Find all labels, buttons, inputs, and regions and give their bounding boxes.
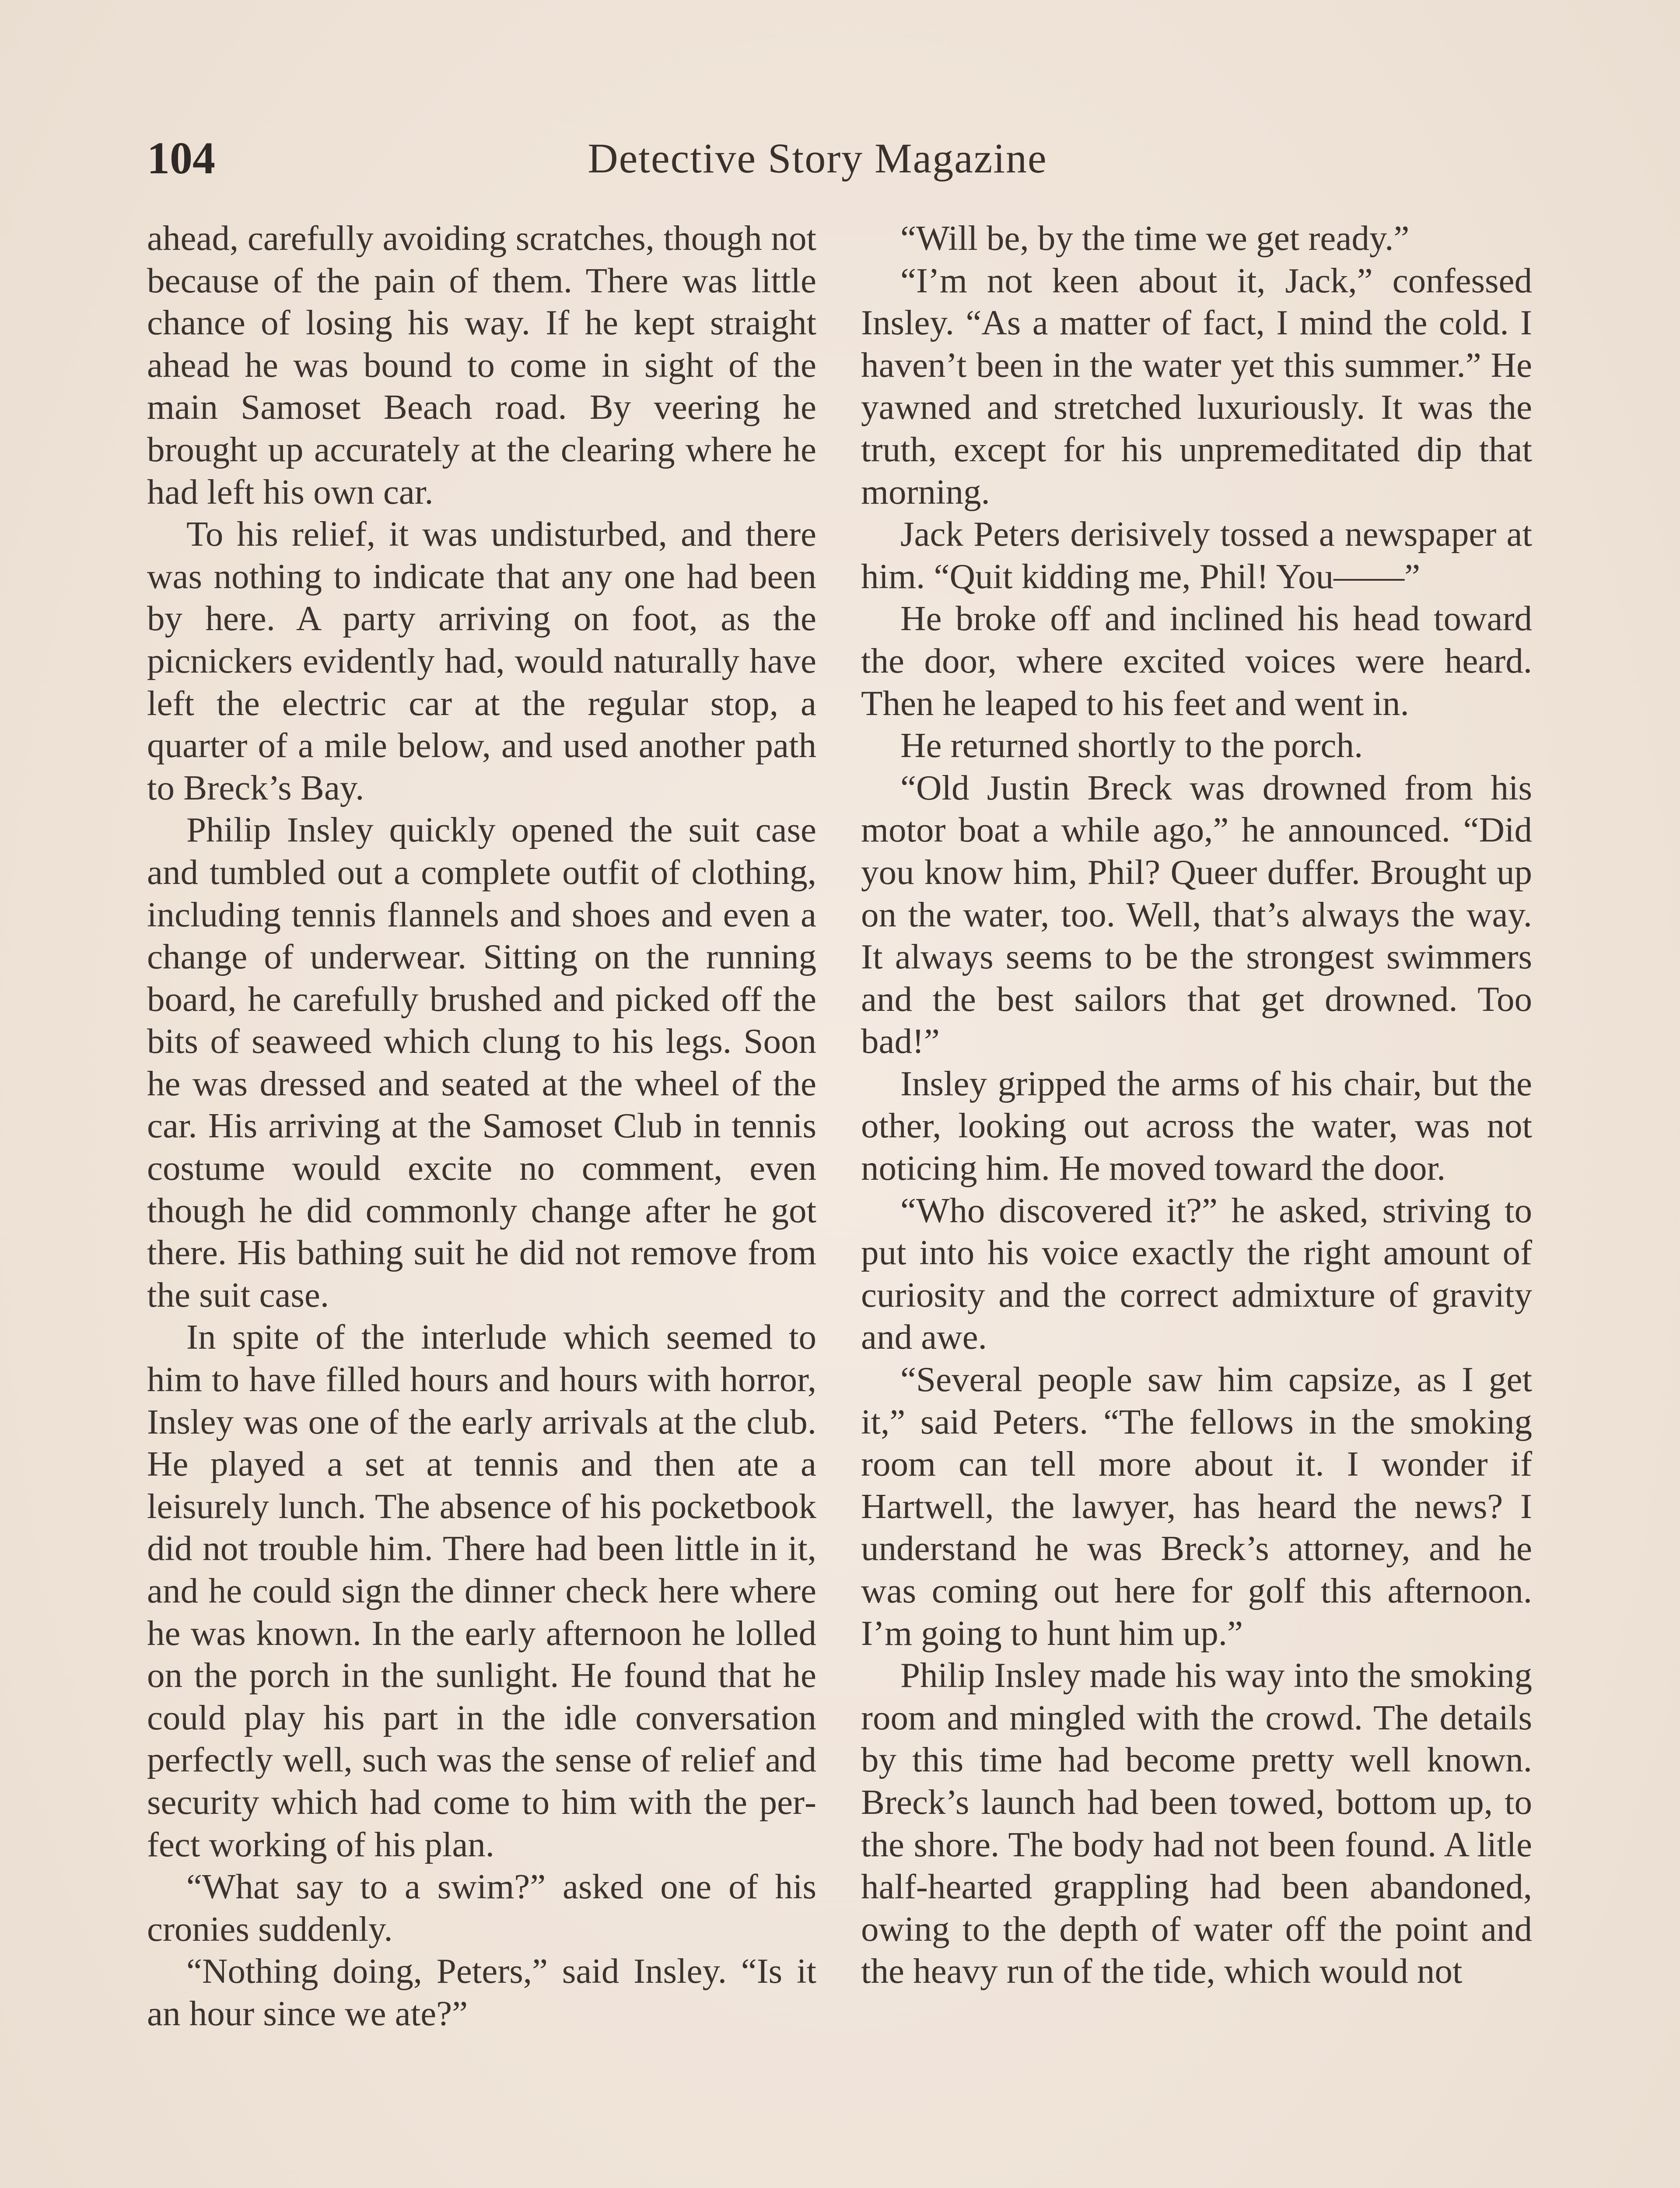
page-number: 104	[147, 133, 215, 183]
paragraph: To his relief, it was undisturbed, and there was nothing to indicate that any one had been by here. A party arriving on foot, as the picnickers evidently had, would naturally have left the electric car at the regular stop, a quarter of a mile below, and used another path to Breck’s Bay.	[147, 514, 816, 807]
paragraph: Insley gripped the arms of his chair, but the other, looking out across the water, was not noticing him. He moved toward the door.	[861, 1063, 1532, 1188]
paragraph: In spite of the interlude which seemed to him to have filled hours and hours with horror, Insley was one of the early arrivals at the club. He played a set at tennis and then ate a leisurely lunch. The absence of his pocketbook did not trouble him. There had been little in it, and he could sign the dinner check here where he was known. In the early afternoon he lolled on the porch in the sunlight. He found that he could play his part in the idle conversation perfectly well, such was the sense of relief and security which had come to him with the perfect working of his plan.	[147, 1317, 816, 1864]
right-column	[861, 217, 1532, 1992]
paragraph: “Old Justin Breck was drowned from his motor boat a while ago,” he announced. “Did you know him, Phil? Queer duffer. Brought up on the water, too. Well, that’s always the way. It always seems to be the strongest swimmers and the best sailors that get drowned. Too bad!”	[861, 768, 1532, 1061]
paragraph: “Who discovered it?” he asked, striving to put into his voice exactly the right amount of curiosity and the correct admixture of gravity and awe.	[861, 1190, 1532, 1357]
paragraph: “What say to a swim?” asked one of his cronies suddenly.	[147, 1867, 816, 1949]
paragraph: “Nothing doing, Peters,” said Insley. “Is it an hour since we ate?”	[147, 1951, 816, 2033]
paragraph: Philip Insley made his way into the smoking room and mingled with the crowd. The details by this time had become pretty well known. Breck’s launch had been towed, bottom up, to the shore. The body had not been found. A litle half-hearted grappling had been abandoned, owing to the depth of water off the point and the heavy run of the tide, which would not	[861, 1655, 1532, 1991]
page-header	[147, 128, 1418, 189]
paragraph: Jack Peters derisively tossed a newspaper at him. “Quit kidding me, Phil! You——”	[861, 514, 1532, 596]
left-column	[147, 217, 816, 2035]
paragraph: “I’m not keen about it, Jack,” confessed Insley. “As a matter of fact, I mind the cold. I haven’t been in the water yet this summer.” He yawned and stretched luxuriously. It was the truth, except for his unpremeditated dip that morning.	[861, 260, 1532, 512]
paragraph: He broke off and inclined his head toward the door, where excited voices were heard. Then he leaped to his feet and went in.	[861, 599, 1532, 723]
paragraph: ahead, carefully avoiding scratches, though not because of the pain of them. There was little chance of losing his way. If he kept straight ahead he was bound to come in sight of the main Samoset Beach road. By veering he brought up accurately at the clearing where he had left his own car.	[147, 218, 816, 512]
paragraph: He returned shortly to the porch.	[900, 726, 1363, 765]
paragraph: “Several people saw him capsize, as I get it,” said Peters. “The fellows in the smoking room can tell more about it. I wonder if Hartwell, the lawyer, has heard the news? I understand he was Breck’s attorney, and he was coming out here for golf this afternoon. I’m going to hunt him up.”	[861, 1360, 1532, 1653]
paragraph: “Will be, by the time we get ready.”	[900, 218, 1410, 258]
running-title: Detective Story Magazine	[588, 135, 1047, 182]
paragraph: Philip Insley quickly opened the suit case and tumbled out a complete outfit of clothing, including tennis flannels and shoes and even a change of underwear. Sitting on the running board, he carefully brushed and picked off the bits of seaweed which clung to his legs. Soon he was dressed and seated at the wheel of the car. His arriving at the Samoset Club in tennis costume would excite no comment, even though he did commonly change after he got there. His bathing suit he did not remove from the suit case.	[147, 810, 816, 1315]
